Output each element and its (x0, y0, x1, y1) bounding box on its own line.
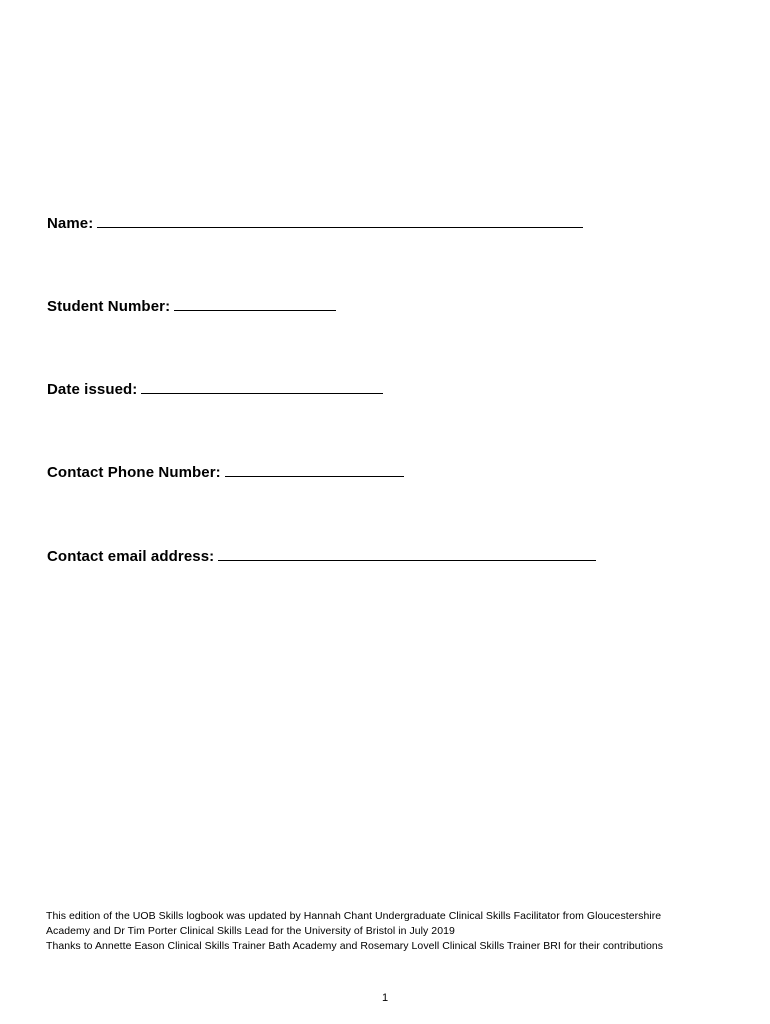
student-number-label: Student Number: (47, 298, 171, 315)
student-number-blank-line[interactable] (174, 298, 336, 311)
page-number: 1 (381, 992, 389, 1004)
contact-email-blank-line[interactable] (218, 548, 596, 561)
contact-email-label: Contact email address: (47, 548, 215, 565)
contact-email-field (47, 548, 596, 565)
credits-line-1: This edition of the UOB Skills logbook was updated by Hannah Chant Undergraduate Clinical Skills Facilitator from Gloucestershire Academy and Dr Tim Porter Clinical Skills Lead for the University of Bristol in July 2019 (46, 910, 662, 937)
name-blank-line[interactable] (97, 215, 583, 228)
date-issued-field (47, 381, 383, 398)
date-issued-label: Date issued: (47, 381, 138, 398)
date-issued-blank-line[interactable] (141, 381, 383, 394)
contact-phone-field (47, 464, 404, 481)
student-number-field (47, 298, 336, 315)
credits-line-2: Thanks to Annette Eason Clinical Skills Trainer Bath Academy and Rosemary Lovell Clinical Skills Trainer BRI for their contributions (46, 940, 664, 952)
name-label: Name: (47, 215, 94, 232)
contact-phone-label: Contact Phone Number: (47, 464, 221, 481)
name-field (47, 215, 583, 232)
contact-phone-blank-line[interactable] (225, 464, 404, 477)
credits-note (46, 909, 686, 954)
